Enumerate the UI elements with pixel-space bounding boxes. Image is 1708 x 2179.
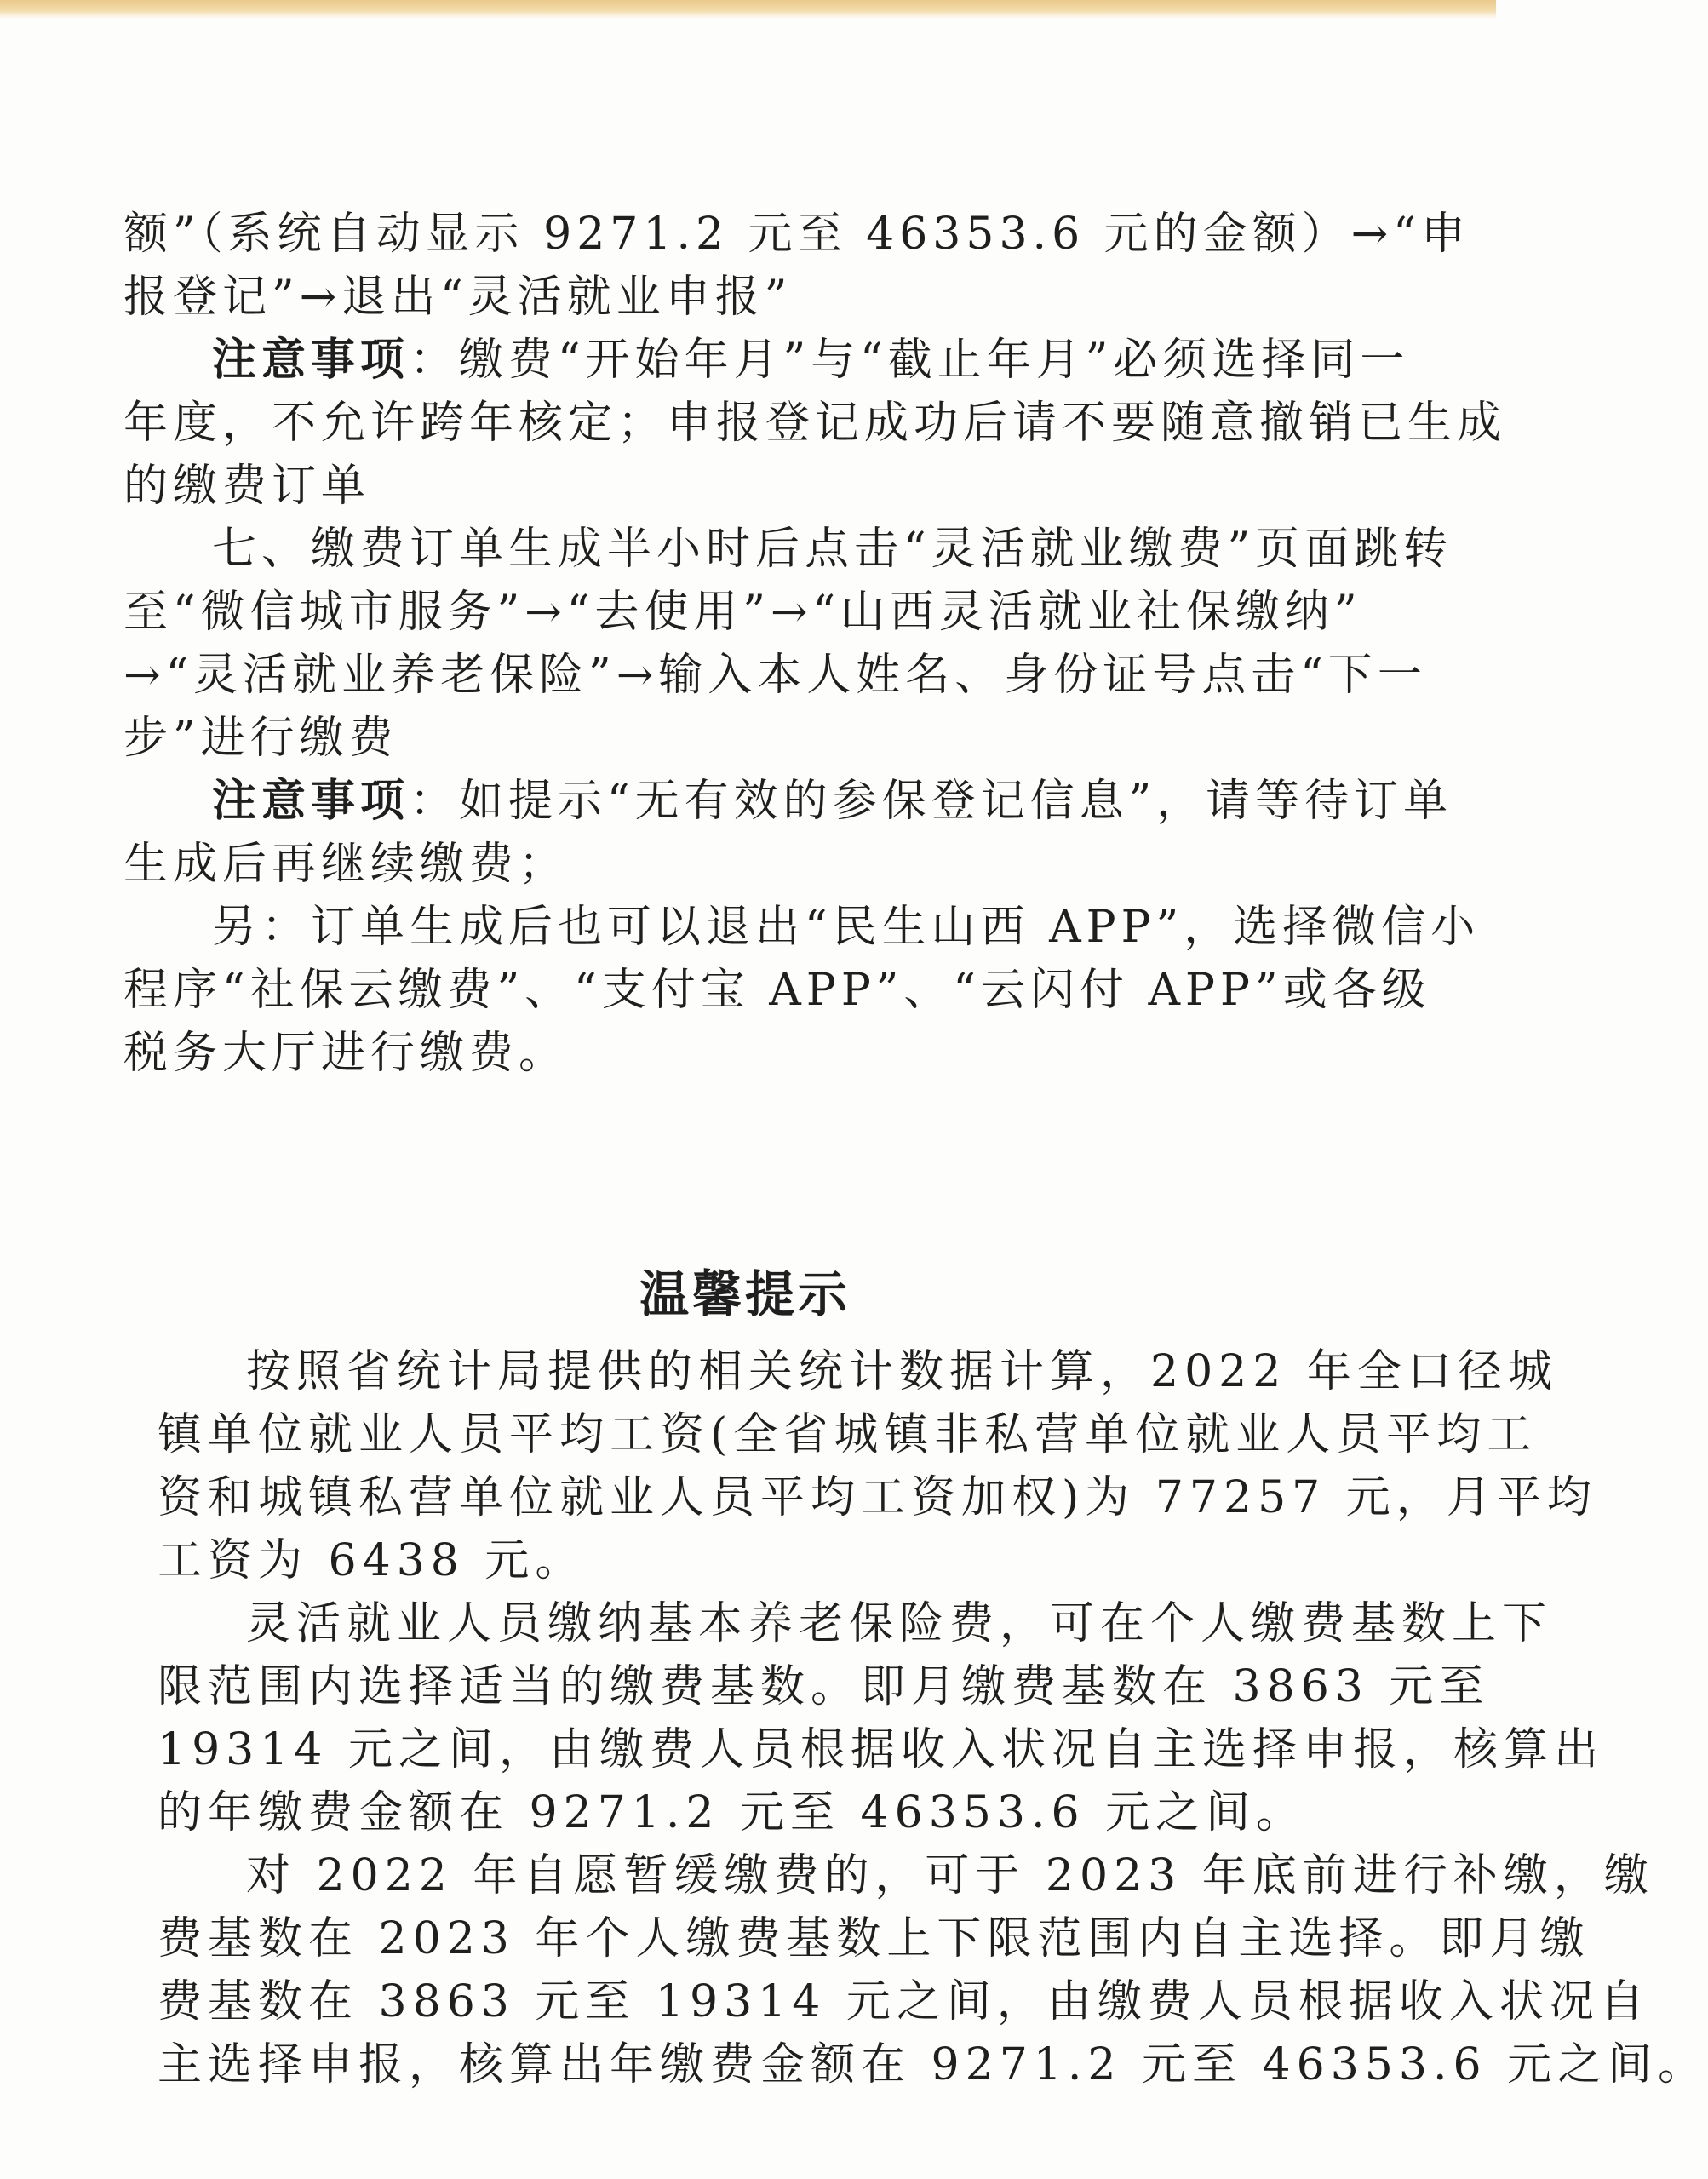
note-label: 注意事项 bbox=[212, 334, 410, 386]
text-line: 资和城镇私营单位就业人员平均工资加权)为 77257 元，月平均 bbox=[158, 1472, 1597, 1523]
text-line: 税务大厅进行缴费。 bbox=[123, 1028, 569, 1079]
text-line: 额”（系统自动显示 9271.2 元至 46353.6 元的金额）→“申 bbox=[123, 209, 1470, 260]
text-line: 主选择申报，核算出年缴费金额在 9271.2 元至 46353.6 元之间。 bbox=[158, 2039, 1708, 2090]
text-line: 的缴费订单 bbox=[123, 461, 371, 512]
text-line: 限范围内选择适当的缴费基数。即月缴费基数在 3863 元至 bbox=[158, 1661, 1490, 1712]
text-line: 报登记”→退出“灵活就业申报” bbox=[123, 272, 793, 323]
text-line: 步”进行缴费 bbox=[123, 713, 398, 764]
text-line: 对 2022 年自愿暂缓缴费的，可于 2023 年底前进行补缴，缴 bbox=[246, 1850, 1654, 1901]
text-line: 年度，不允许跨年核定；申报登记成功后请不要随意撤销已生成 bbox=[123, 398, 1507, 449]
note-line bbox=[123, 770, 1453, 833]
text-line: 另：订单生成后也可以退出“民生山西 APP”，选择微信小 bbox=[212, 902, 1481, 953]
text-line: 工资为 6438 元。 bbox=[158, 1535, 586, 1586]
text-line: 费基数在 3863 元至 19314 元之间，由缴费人员根据收入状况自 bbox=[158, 1976, 1650, 2027]
section-title: 温馨提示 bbox=[639, 1265, 851, 1323]
text-line: 镇单位就业人员平均工资(全省城镇非私营单位就业人员平均工 bbox=[158, 1409, 1538, 1460]
warm-tips-section bbox=[158, 1260, 1708, 2096]
text-line: 按照省统计局提供的相关统计数据计算，2022 年全口径城 bbox=[246, 1346, 1558, 1397]
text-line: 19314 元之间，由缴费人员根据收入状况自主选择申报，核算出 bbox=[158, 1724, 1604, 1775]
note-text: ：如提示“无有效的参保登记信息”，请等待订单 bbox=[410, 776, 1453, 827]
text-line: 的年缴费金额在 9271.2 元至 46353.6 元之间。 bbox=[158, 1787, 1307, 1838]
text-line: 程序“社保云缴费”、“支付宝 APP”、“云闪付 APP”或各级 bbox=[123, 965, 1431, 1016]
paper-top-edge bbox=[0, 0, 1496, 19]
text-line: →“灵活就业养老保险”→输入本人姓名、身份证号点击“下一 bbox=[123, 650, 1427, 701]
text-line: 灵活就业人员缴纳基本养老保险费，可在个人缴费基数上下 bbox=[246, 1598, 1553, 1649]
text-line: 费基数在 2023 年个人缴费基数上下限范围内自主选择。即月缴 bbox=[158, 1913, 1591, 1964]
note-line bbox=[123, 329, 1410, 392]
document-body bbox=[123, 203, 1507, 1085]
note-label: 注意事项 bbox=[212, 775, 410, 827]
step-seven-line: 七、缴费订单生成半小时后点击“灵活就业缴费”页面跳转 bbox=[212, 524, 1453, 575]
text-line: 至“微信城市服务”→“去使用”→“山西灵活就业社保缴纳” bbox=[123, 587, 1362, 638]
note-text: ：缴费“开始年月”与“截止年月”必须选择同一 bbox=[410, 335, 1410, 386]
text-line: 生成后再继续缴费； bbox=[123, 839, 569, 890]
